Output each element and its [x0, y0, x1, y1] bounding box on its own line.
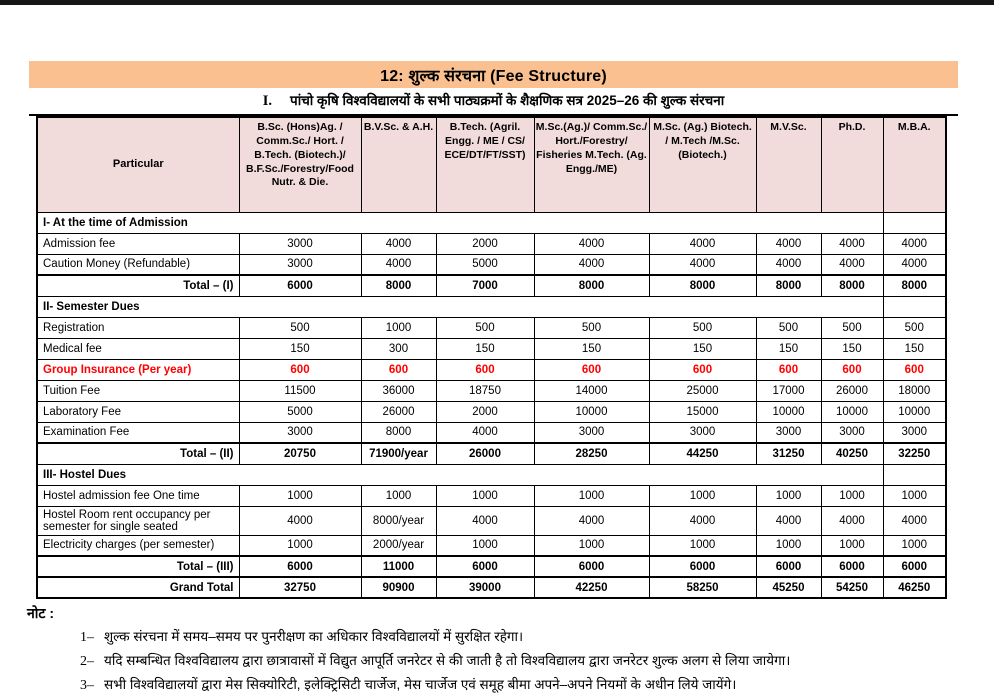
fee-value-cell: 5000: [239, 401, 361, 422]
table-row: [37, 359, 946, 380]
fee-value-cell: 2000: [436, 233, 534, 254]
fee-value-cell: 71900/year: [361, 443, 436, 464]
fee-value-cell: 25000: [649, 380, 756, 401]
table-row: [37, 380, 946, 401]
fee-value-cell: 150: [756, 338, 821, 359]
row-label: Group Insurance (Per year): [37, 359, 239, 380]
caption-index: I.: [262, 93, 273, 109]
fee-value-cell: 26000: [436, 443, 534, 464]
fee-value-cell: 1000: [649, 535, 756, 556]
row-label: Total – (I): [37, 275, 239, 296]
table-row: [37, 338, 946, 359]
fee-value-cell: 500: [821, 317, 883, 338]
fee-value-cell: 4000: [534, 506, 649, 535]
row-label: Total – (II): [37, 443, 239, 464]
fee-value-cell: 4000: [649, 506, 756, 535]
fee-value-cell: 600: [756, 359, 821, 380]
row-label: Total – (III): [37, 556, 239, 577]
note-item-2: [80, 651, 984, 671]
fee-value-cell: 4000: [239, 506, 361, 535]
fee-value-cell: 4000: [361, 233, 436, 254]
window-top-edge: [0, 0, 994, 5]
column-header-msc-biotech: M.Sc. (Ag.) Biotech. / M.Tech /M.Sc. (Biotech.): [649, 117, 756, 212]
column-header-bvsc: B.V.Sc. & A.H.: [361, 117, 436, 212]
fee-value-cell: 8000: [649, 275, 756, 296]
fee-table-body: [37, 212, 946, 598]
fee-value-cell: 500: [756, 317, 821, 338]
note-number: 3–: [80, 678, 94, 693]
fee-value-cell: 90900: [361, 577, 436, 598]
table-row: [37, 577, 946, 598]
fee-value-cell: 1000: [239, 485, 361, 506]
fee-value-cell: 150: [436, 338, 534, 359]
fee-value-cell: 1000: [649, 485, 756, 506]
fee-value-cell: 42250: [534, 577, 649, 598]
row-label: Caution Money (Refundable): [37, 254, 239, 275]
empty-cell: [883, 212, 946, 233]
column-header-particular: Particular: [37, 117, 239, 212]
table-row: [37, 535, 946, 556]
fee-value-cell: 6000: [756, 556, 821, 577]
fee-value-cell: 8000: [883, 275, 946, 296]
table-row: [37, 275, 946, 296]
column-header-mvsc: M.V.Sc.: [756, 117, 821, 212]
fee-value-cell: 5000: [436, 254, 534, 275]
fee-value-cell: 600: [239, 359, 361, 380]
fee-value-cell: 10000: [821, 401, 883, 422]
fee-value-cell: 3000: [534, 422, 649, 443]
page-title: 12: शुल्क संरचना (Fee Structure): [380, 67, 607, 85]
row-label: Admission fee: [37, 233, 239, 254]
empty-cell: [883, 296, 946, 317]
row-label: Examination Fee: [37, 422, 239, 443]
fee-value-cell: 1000: [883, 485, 946, 506]
fee-value-cell: 45250: [756, 577, 821, 598]
fee-value-cell: 6000: [883, 556, 946, 577]
fee-value-cell: 3000: [239, 254, 361, 275]
fee-value-cell: 1000: [361, 485, 436, 506]
row-label: Medical fee: [37, 338, 239, 359]
fee-value-cell: 1000: [534, 485, 649, 506]
fee-value-cell: 39000: [436, 577, 534, 598]
fee-value-cell: 4000: [649, 233, 756, 254]
table-row: [37, 506, 946, 535]
fee-value-cell: 28250: [534, 443, 649, 464]
fee-value-cell: 32750: [239, 577, 361, 598]
row-label: Grand Total: [37, 577, 239, 598]
fee-value-cell: 1000: [821, 535, 883, 556]
fee-value-cell: 8000: [756, 275, 821, 296]
fee-value-cell: 600: [361, 359, 436, 380]
fee-value-cell: 11000: [361, 556, 436, 577]
table-row: [37, 254, 946, 275]
fee-value-cell: 500: [239, 317, 361, 338]
fee-value-cell: 6000: [239, 275, 361, 296]
fee-value-cell: 18750: [436, 380, 534, 401]
table-row: [37, 401, 946, 422]
fee-value-cell: 600: [821, 359, 883, 380]
fee-value-cell: 8000: [361, 275, 436, 296]
fee-value-cell: 1000: [239, 535, 361, 556]
fee-value-cell: 4000: [821, 506, 883, 535]
fee-value-cell: 6000: [436, 556, 534, 577]
fee-value-cell: 150: [821, 338, 883, 359]
table-row: [37, 296, 946, 317]
fee-value-cell: 4000: [534, 233, 649, 254]
fee-value-cell: 8000/year: [361, 506, 436, 535]
fee-value-cell: 32250: [883, 443, 946, 464]
fee-value-cell: 54250: [821, 577, 883, 598]
fee-value-cell: 4000: [821, 233, 883, 254]
fee-value-cell: 300: [361, 338, 436, 359]
fee-value-cell: 3000: [239, 233, 361, 254]
table-row: [37, 422, 946, 443]
row-label: Registration: [37, 317, 239, 338]
fee-value-cell: 8000: [821, 275, 883, 296]
table-row: [37, 464, 946, 485]
note-item-1: [80, 627, 984, 647]
fee-value-cell: 150: [649, 338, 756, 359]
table-row: [37, 556, 946, 577]
fee-value-cell: 600: [534, 359, 649, 380]
column-header-bsc: B.Sc. (Hons)Ag. / Comm.Sc./ Hort. / B.Tech. (Biotech.)/ B.F.Sc./Forestry/Food Nutr. & Die.: [239, 117, 361, 212]
fee-value-cell: 600: [436, 359, 534, 380]
fee-value-cell: 600: [883, 359, 946, 380]
table-row: [37, 485, 946, 506]
fee-value-cell: 4000: [883, 254, 946, 275]
row-label: II- Semester Dues: [37, 296, 883, 317]
table-row: [37, 233, 946, 254]
row-label: I- At the time of Admission: [37, 212, 883, 233]
fee-value-cell: 4000: [821, 254, 883, 275]
fee-value-cell: 1000: [361, 317, 436, 338]
column-header-phd: Ph.D.: [821, 117, 883, 212]
table-header-row: [37, 117, 946, 212]
fee-value-cell: 500: [534, 317, 649, 338]
fee-value-cell: 20750: [239, 443, 361, 464]
row-label: Hostel Room rent occupancy per semester for single seated: [37, 506, 239, 535]
column-header-mba: M.B.A.: [883, 117, 946, 212]
fee-structure-table: [36, 116, 947, 599]
table-row: [37, 212, 946, 233]
fee-value-cell: 2000/year: [361, 535, 436, 556]
fee-value-cell: 10000: [534, 401, 649, 422]
fee-value-cell: 1000: [436, 535, 534, 556]
fee-value-cell: 4000: [883, 233, 946, 254]
notes-heading: नोट :: [27, 605, 55, 621]
fee-value-cell: 4000: [649, 254, 756, 275]
fee-value-cell: 10000: [883, 401, 946, 422]
empty-cell: [883, 464, 946, 485]
fee-value-cell: 2000: [436, 401, 534, 422]
fee-value-cell: 8000: [534, 275, 649, 296]
fee-value-cell: 1000: [534, 535, 649, 556]
row-label: Electricity charges (per semester): [37, 535, 239, 556]
fee-value-cell: 26000: [361, 401, 436, 422]
fee-value-cell: 26000: [821, 380, 883, 401]
fee-value-cell: 3000: [239, 422, 361, 443]
row-label: III- Hostel Dues: [37, 464, 883, 485]
fee-value-cell: 500: [436, 317, 534, 338]
fee-value-cell: 15000: [649, 401, 756, 422]
fee-value-cell: 31250: [756, 443, 821, 464]
fee-value-cell: 150: [239, 338, 361, 359]
fee-value-cell: 44250: [649, 443, 756, 464]
fee-value-cell: 6000: [821, 556, 883, 577]
fee-value-cell: 1000: [883, 535, 946, 556]
fee-value-cell: 40250: [821, 443, 883, 464]
fee-value-cell: 3000: [649, 422, 756, 443]
fee-value-cell: 6000: [534, 556, 649, 577]
fee-value-cell: 1000: [756, 535, 821, 556]
fee-value-cell: 1000: [756, 485, 821, 506]
fee-value-cell: 3000: [756, 422, 821, 443]
fee-value-cell: 58250: [649, 577, 756, 598]
fee-value-cell: 1000: [821, 485, 883, 506]
fee-value-cell: 4000: [436, 422, 534, 443]
fee-value-cell: 150: [534, 338, 649, 359]
note-text: शुल्क संरचना में समय–समय पर पुनरीक्षण का अधिकार विश्वविद्यालयों में सुरक्षित रहेगा।: [104, 629, 524, 644]
row-label: Tuition Fee: [37, 380, 239, 401]
note-number: 2–: [80, 654, 94, 669]
column-header-btech: B.Tech. (Agril. Engg. / ME / CS/ ECE/DT/FT/SST): [436, 117, 534, 212]
fee-value-cell: 10000: [756, 401, 821, 422]
fee-value-cell: 3000: [821, 422, 883, 443]
fee-value-cell: 4000: [534, 254, 649, 275]
fee-value-cell: 18000: [883, 380, 946, 401]
fee-value-cell: 17000: [756, 380, 821, 401]
fee-value-cell: 500: [883, 317, 946, 338]
note-text: यदि सम्बन्धित विश्वविद्यालय द्वारा छात्रावासों में विद्युत आपूर्ति जनरेटर से की जाती है तो विश्वविद्यालय द्वारा जनरेटर शुल्क अलग से लिया जायेगा।: [104, 653, 791, 668]
fee-value-cell: 7000: [436, 275, 534, 296]
fee-value-cell: 3000: [883, 422, 946, 443]
fee-value-cell: 150: [883, 338, 946, 359]
table-row: [37, 317, 946, 338]
fee-value-cell: 600: [649, 359, 756, 380]
row-label: Hostel admission fee One time: [37, 485, 239, 506]
row-label: Laboratory Fee: [37, 401, 239, 422]
table-caption: [29, 88, 958, 116]
note-text: सभी विश्वविद्यालयों द्वारा मेस सिक्योरिटी, इलेक्ट्रिसिटी चार्जेज, मेस चार्जेज एवं समूह बीमा अपने–अपने नियमों के अधीन लिये जायेंगे।: [104, 677, 737, 692]
note-number: 1–: [80, 630, 94, 645]
fee-value-cell: 11500: [239, 380, 361, 401]
caption-text: पांचो कृषि विश्वविद्यालयों के सभी पाठ्यक्रमों के शैक्षणिक सत्र 2025–26 की शुल्क संरचना: [290, 93, 725, 108]
fee-value-cell: 46250: [883, 577, 946, 598]
fee-value-cell: 4000: [883, 506, 946, 535]
fee-value-cell: 4000: [756, 233, 821, 254]
fee-value-cell: 500: [649, 317, 756, 338]
table-row: [37, 443, 946, 464]
note-item-3: [80, 675, 984, 695]
fee-value-cell: 4000: [756, 506, 821, 535]
fee-value-cell: 8000: [361, 422, 436, 443]
fee-value-cell: 36000: [361, 380, 436, 401]
fee-value-cell: 6000: [649, 556, 756, 577]
fee-value-cell: 1000: [436, 485, 534, 506]
fee-value-cell: 4000: [436, 506, 534, 535]
section-title-banner: [29, 61, 958, 88]
fee-value-cell: 6000: [239, 556, 361, 577]
fee-value-cell: 4000: [361, 254, 436, 275]
column-header-msc-ag: M.Sc.(Ag.)/ Comm.Sc./ Hort./Forestry/ Fisheries M.Tech. (Ag. Engg./ME): [534, 117, 649, 212]
notes-section: [5, 604, 986, 695]
fee-value-cell: 4000: [756, 254, 821, 275]
fee-value-cell: 14000: [534, 380, 649, 401]
